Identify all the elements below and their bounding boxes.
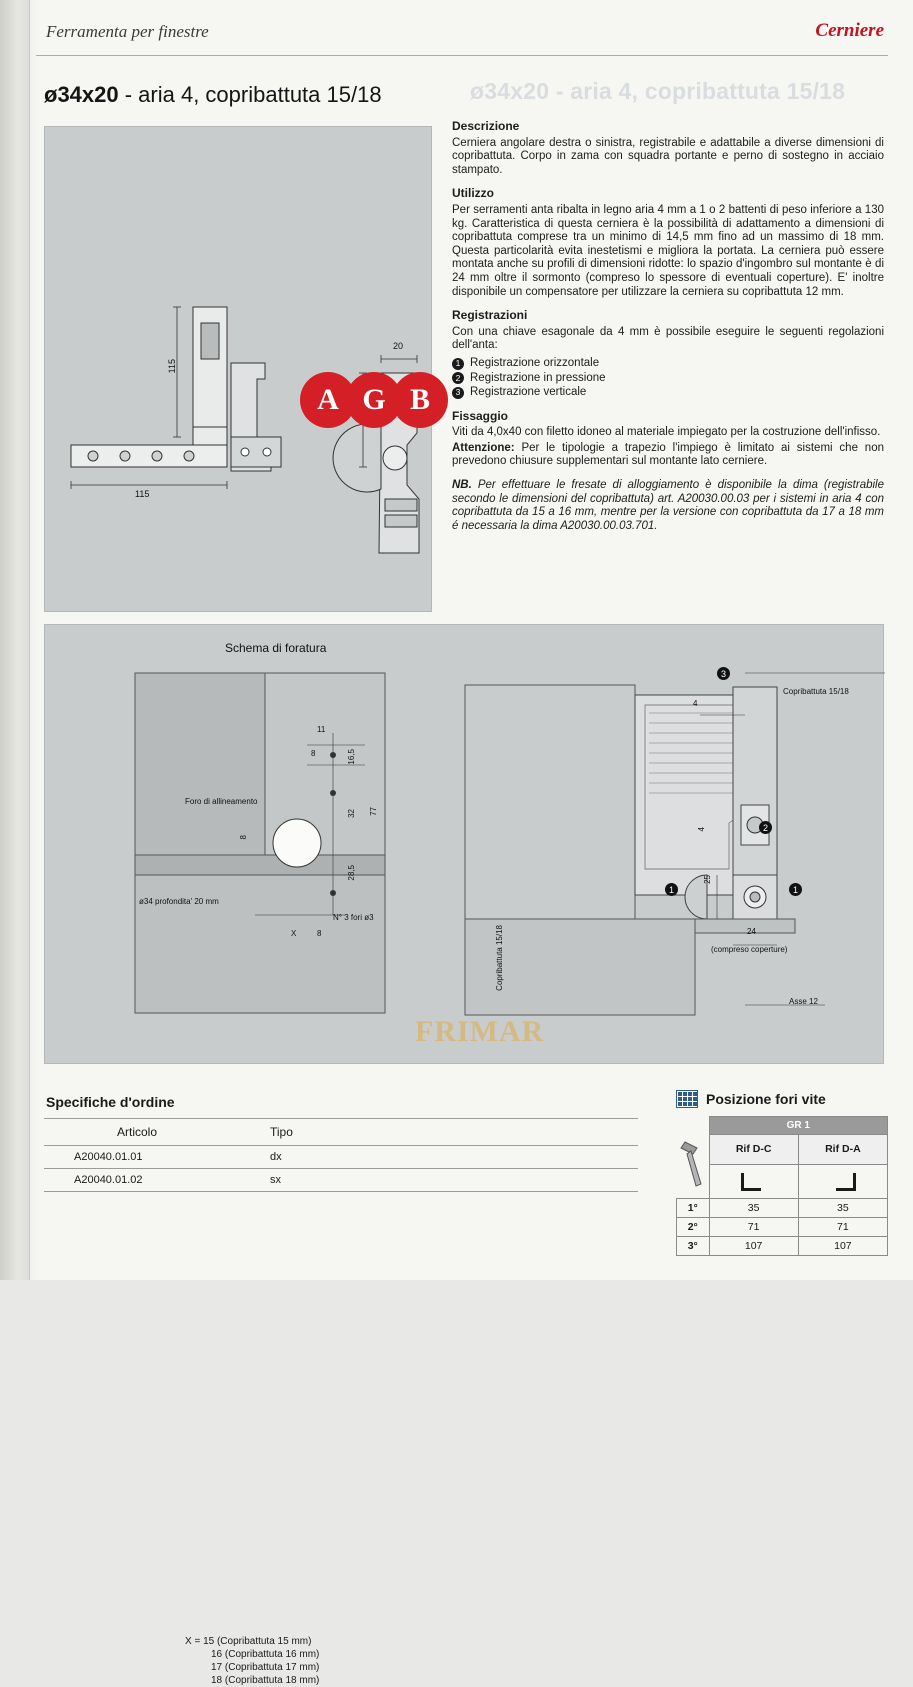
- heading-utilizzo: Utilizzo: [452, 186, 494, 201]
- grid-icon: [676, 1090, 698, 1108]
- drilling-scheme-title: Schema di foratura: [225, 641, 327, 655]
- angle-shape-left: [741, 1171, 767, 1191]
- cell-articolo-1: A20040.01.01: [44, 1146, 230, 1169]
- order-specs-section: [44, 1094, 644, 1192]
- callout-3: 3: [717, 667, 730, 680]
- screw-position-table: [676, 1116, 888, 1256]
- label-foro-allineamento: Foro di allineamento: [185, 797, 258, 806]
- attenzione-label: Attenzione:: [452, 441, 515, 454]
- cell-da-3: 107: [798, 1236, 887, 1255]
- drilling-scheme-svg: [45, 625, 885, 1065]
- order-specs-table: [44, 1118, 638, 1192]
- table-header-row: [677, 1117, 888, 1135]
- angle-diagram-dc: [709, 1164, 798, 1198]
- label-profondita: ø34 profondita' 20 mm: [139, 897, 219, 906]
- dim-4-b: 4: [697, 827, 706, 832]
- label-copribattuta-top: Copribattuta 15/18: [783, 687, 849, 696]
- cell-da-1: 35: [798, 1198, 887, 1217]
- bullet-3: 3: [452, 387, 464, 399]
- x-value-18: 18 (Copribattuta 18 mm): [211, 1675, 320, 1686]
- callout-1-right: 1: [789, 883, 802, 896]
- page-title-rest: - aria 4, copribattuta 15/18: [118, 82, 382, 107]
- table-row: [44, 1169, 638, 1192]
- table-row: [677, 1164, 888, 1198]
- col-rif-dc: Rif D-C: [709, 1135, 798, 1165]
- text-attenzione: [452, 442, 884, 469]
- screw-corner-blank: [677, 1117, 710, 1135]
- screw-icon: [679, 1138, 707, 1192]
- row-label-1: 1°: [677, 1198, 710, 1217]
- dim-11: 11: [317, 725, 326, 734]
- table-row: [677, 1198, 888, 1217]
- x-value-17: 17 (Copribattuta 17 mm): [211, 1662, 320, 1673]
- dim-115-horizontal: 115: [135, 489, 150, 499]
- cell-dc-1: 35: [709, 1198, 798, 1217]
- description-column: [452, 120, 884, 543]
- screw-icon-cell: [677, 1135, 710, 1199]
- hinge-drawing-svg: [45, 127, 433, 613]
- nb-label: NB.: [452, 479, 472, 492]
- heading-fissaggio: Fissaggio: [452, 408, 509, 423]
- label-3-fori: N° 3 fori ø3: [333, 913, 374, 922]
- heading-descrizione: Descrizione: [452, 119, 520, 133]
- dim-4-a: 4: [693, 699, 698, 708]
- col-rif-da: Rif D-A: [798, 1135, 887, 1165]
- hinge-technical-drawing: [44, 126, 432, 612]
- cell-tipo-2: sx: [230, 1169, 638, 1192]
- col-articolo: Articolo: [44, 1119, 230, 1146]
- nb-body: Per effettuare le fresate di alloggiamento è disponibile la dima (registrabile secondo le dimensioni del copribattuta) art. A20030.00.03 per i sistemi in aria 4 con copribattuta da 15 a 16 mm, mentre per la versione con copribattuta da 17 a 18 mm é necessaria la dima A20030.00.03.701.: [452, 479, 884, 532]
- header-category-label: Ferramenta per finestre: [46, 22, 209, 41]
- page-title: [44, 82, 382, 108]
- agb-logo-a: A: [300, 372, 356, 428]
- table-header-row: [677, 1135, 888, 1165]
- table-header-row: [44, 1119, 638, 1146]
- order-specs-heading: Specifiche d'ordine: [46, 1094, 175, 1110]
- dim-77: 77: [369, 807, 378, 816]
- cell-dc-2: 71: [709, 1217, 798, 1236]
- screw-position-header: [676, 1090, 888, 1108]
- dim-32: 32: [347, 809, 356, 818]
- table-row: [677, 1236, 888, 1255]
- label-compreso-coperture: (compreso coperture): [711, 945, 788, 954]
- dim-16-5: 16,5: [347, 749, 356, 765]
- cell-da-2: 71: [798, 1217, 887, 1236]
- dim-8-a: 8: [311, 749, 316, 758]
- registrazione-label-2: Registrazione in pressione: [470, 371, 606, 384]
- row-label-3: 3°: [677, 1236, 710, 1255]
- list-item: [452, 372, 884, 386]
- callout-1-left: 1: [665, 883, 678, 896]
- agb-logo-b: B: [392, 372, 448, 428]
- col-tipo: Tipo: [230, 1119, 638, 1146]
- callout-2: 2: [759, 821, 772, 834]
- screw-position-section: [676, 1090, 888, 1256]
- list-item: [452, 386, 884, 400]
- x-value-15: X = 15 (Copribattuta 15 mm): [185, 1636, 312, 1647]
- ghost-title: ø34x20 - aria 4, copribattuta 15/18: [470, 78, 846, 104]
- agb-logo-g: G: [346, 372, 402, 428]
- registrazione-label-3: Registrazione verticale: [470, 386, 587, 399]
- text-nb: [452, 479, 884, 533]
- dim-8-b: 8: [239, 835, 248, 840]
- table-row: [44, 1146, 638, 1169]
- label-copribattuta-vert: Copribattuta 15/18: [495, 925, 504, 991]
- angle-diagram-da: [798, 1164, 887, 1198]
- watermark-frimar: FRIMAR: [415, 1015, 545, 1048]
- bullet-1: 1: [452, 358, 464, 370]
- cell-dc-3: 107: [709, 1236, 798, 1255]
- heading-registrazioni: Registrazioni: [452, 308, 528, 323]
- header-section-label: Cerniere: [815, 20, 884, 41]
- registrazioni-list: [452, 357, 884, 400]
- text-registrazioni: Con una chiave esagonale da 4 mm è possibile eseguire le seguenti regolazioni dell'anta:: [452, 325, 884, 352]
- table-row: [677, 1217, 888, 1236]
- registrazione-label-1: Registrazione orizzontale: [470, 356, 600, 369]
- screw-position-heading: Posizione fori vite: [706, 1091, 826, 1107]
- dim-24: 24: [747, 927, 756, 936]
- dim-25: 25: [703, 875, 712, 884]
- page-binding-edge: [0, 0, 30, 1280]
- list-item: [452, 357, 884, 371]
- angle-shape-right: [830, 1171, 856, 1191]
- x-values-legend: [185, 1635, 319, 1687]
- x-value-16: 16 (Copribattuta 16 mm): [211, 1649, 320, 1660]
- dim-115-vertical: 115: [167, 359, 177, 374]
- agb-logo: [300, 372, 450, 428]
- screw-group-label: GR 1: [709, 1117, 888, 1135]
- page-title-code: ø34x20: [44, 82, 119, 107]
- dim-20: 20: [393, 341, 404, 351]
- cell-articolo-2: A20040.01.02: [44, 1169, 230, 1192]
- page-header: [36, 18, 888, 56]
- dim-x: X: [291, 929, 297, 938]
- text-utilizzo: Per serramenti anta ribalta in legno aria 4 mm a 1 o 2 battenti di peso inferiore a 130 kg. Caratteristica di questa cerniera è la possibilità di adattamento a dimensioni di copribattuta comprese tra un minimo di 14,5 mm fino ad un massimo di 18 mm. Questa particolarità evita inestetismi e migliora la portata. La cerniera può essere montata anche su profili di dimensioni ridotte: lo spazio d'ingombro sul montante è di 24 mm oltre il sormonto (compreso lo spessore di eventuali coperture). E' inoltre disponibile un compensatore per utilizzare la cerniera su copribattuta 12 mm.: [452, 203, 884, 298]
- label-asse-12: Asse 12: [789, 997, 818, 1006]
- dim-8-c: 8: [317, 929, 322, 938]
- cell-tipo-1: dx: [230, 1146, 638, 1169]
- text-fissaggio: Viti da 4,0x40 con filetto idoneo al materiale impiegato per la costruzione dell'infisso.: [452, 426, 881, 439]
- dim-28-5: 28,5: [347, 865, 356, 881]
- row-label-2: 2°: [677, 1217, 710, 1236]
- bullet-2: 2: [452, 372, 464, 384]
- text-descrizione: Cerniera angolare destra o sinistra, registrabile e adattabile a diverse dimensioni di copribattuta. Corpo in zama con squadra portante e perno di sostegno in acciaio stampato.: [452, 136, 884, 176]
- attenzione-body: Per le tipologie a trapezio l'impiego è limitato ai sistemi che non prevedono chiusure supplementari sul montante lato cerniere.: [452, 441, 884, 468]
